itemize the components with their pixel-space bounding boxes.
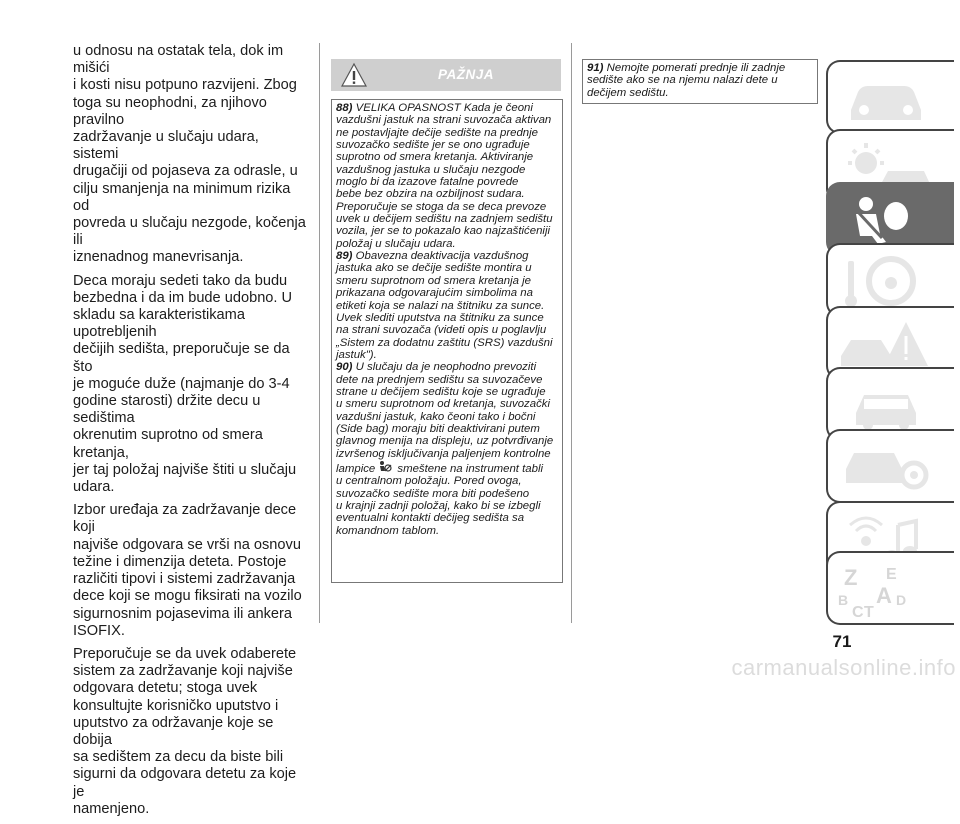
index-letter: A <box>876 583 892 608</box>
note-number: 89) <box>336 250 353 263</box>
airbag-off-icon <box>377 460 392 474</box>
maintenance-icon <box>836 439 936 495</box>
index-letter: T <box>864 604 874 617</box>
note-text: U slučaju da je neophodno prevoziti dete na prednjem sedištu sa suvozačeve strane u dečijem sedištu koje se ugrađuje u smeru suprotnom od kretanja, suvozački vazdušni jastuk, kako čeoni tako i bočni (Side bag) moraju biti deaktivirani putem glavnog menija na displeju, uz potvrđivanje izvršenog isključivanja paljenjem kontrolne lampice <box>336 361 554 475</box>
paragraph: u odnosu na ostatak tela, dok im mišići i kosti nisu potpuno razvijeni. Zbog toga su neophodni, za njihovo pravilno zadržavanje u slučaju udara, sistemi drugačiji od pojaseva za odrasle, u cilju smanjenja na minimum rizika od povreda u slučaju nezgode, kočenja ili iznenadnog manevrisanja. <box>73 43 306 266</box>
warning-header <box>331 59 561 91</box>
column-divider <box>571 43 572 623</box>
note-text: VELIKA OPASNOST Kada je čeoni vazdušni jastuk na strani suvozača aktivan ne postavljajte dečije sedište na prednje suvozačko sedište jer se ono ugrađuje suprotno od smera kretanja. Aktiviranje vazdušnog jastuka u slučaju nezgode moglo bi da izazove fatalne povrede bebe bez obzira na ozbiljnost sudara. Preporučuje se stoga da se deca prevoze uvek u dečijem sedištu na zadnjem sedištu vozila, jer se to pokazalo kao najzaštićeniji položaj u slučaju udara. <box>336 102 553 250</box>
index-letter: D <box>896 592 907 608</box>
car-breakdown-icon <box>836 377 936 433</box>
index-letter: Z <box>844 565 858 590</box>
tab-maintenance[interactable] <box>826 429 954 503</box>
note-text: Obavezna deaktivacija vazdušnog jastuka ako se dečije sedište montira u smeru suprotnom od smera kretanja je prikazana odgovarajućim simbolima na etiketi koja se nalazi na štitniku za sunce. Uvek slediti uputstva na štitniku za sunce na strani suvozača (videti opis u poglavlju „Sistem za dodatnu zaštitu (SRS) vazdušni jastuk"). <box>336 250 553 361</box>
key-steering-wheel-icon <box>836 253 936 309</box>
car-dashboard-icon <box>836 70 936 126</box>
warning-triangle-icon <box>341 62 367 88</box>
index-letters-icon <box>836 561 936 617</box>
paragraph: Preporučuje se da uvek odaberete sistem za zadržavanje koji najviše odgovara detetu; stoga uvek konsultujte korisničko uputstvo i uputstvo za održavanje koje se dobija sa sedištem za decu da biste bili sigurni da odgovara detetu za koje je namenjeno. <box>73 645 297 817</box>
note-text: smeštene na instrument tabli u centralnom položaju. Pored ovoga, suvozačko sedište mora biti podešeno u krajnji zadnji položaj, kako bi se izbegli eventualni kontakti dečijeg sedišta sa komandnom tablom. <box>336 462 544 537</box>
index-letter: C <box>852 604 864 617</box>
paragraph: Izbor uređaja za zadržavanje dece koji najviše odgovara se vrši na osnovu težine i dimenzija deteta. Postoje različiti tipovi i sistemi zadržavanja dece koji se mogu fiksirati na vozilo sigurnosnim pojasevima ili ankera ISOFIX. <box>73 502 302 639</box>
note-number: 91) <box>587 62 604 74</box>
tab-index[interactable] <box>826 551 954 625</box>
watermark: carmanualsonline.info <box>731 655 956 680</box>
note-91-box <box>582 59 818 104</box>
tab-dashboard[interactable] <box>826 60 954 134</box>
warning-box <box>331 99 563 583</box>
column-divider <box>319 43 320 623</box>
page-number: 71 <box>832 632 852 651</box>
note-number: 88) <box>336 102 353 114</box>
body-text-column <box>73 43 308 824</box>
airbag-safety-icon <box>836 192 936 248</box>
warning-lights-icon <box>836 316 936 372</box>
warning-note-90 <box>336 361 562 537</box>
note-text: Nemojte pomerati prednje ili zadnje sedište ako se na njemu nalazi dete u dečijem sedištu. <box>587 62 786 99</box>
note-number: 90) <box>336 361 353 374</box>
warning-note-89 <box>336 250 562 361</box>
warning-note-88 <box>336 102 562 250</box>
paragraph: Deca moraju sedeti tako da budu bezbedna i da im bude udobno. U skladu sa karakteristikama upotrebljenih dečijih sedišta, preporučuje se da što je moguće duže (najmanje do 3-4 godine starosti) držite decu u sedištima okrenutim suprotno od smera kretanja, jer taj položaj najviše štiti u slučaju udara. <box>73 272 297 496</box>
index-letter: E <box>886 566 897 583</box>
warning-title: PAŽNJA <box>437 67 494 82</box>
index-letter: B <box>838 592 849 608</box>
